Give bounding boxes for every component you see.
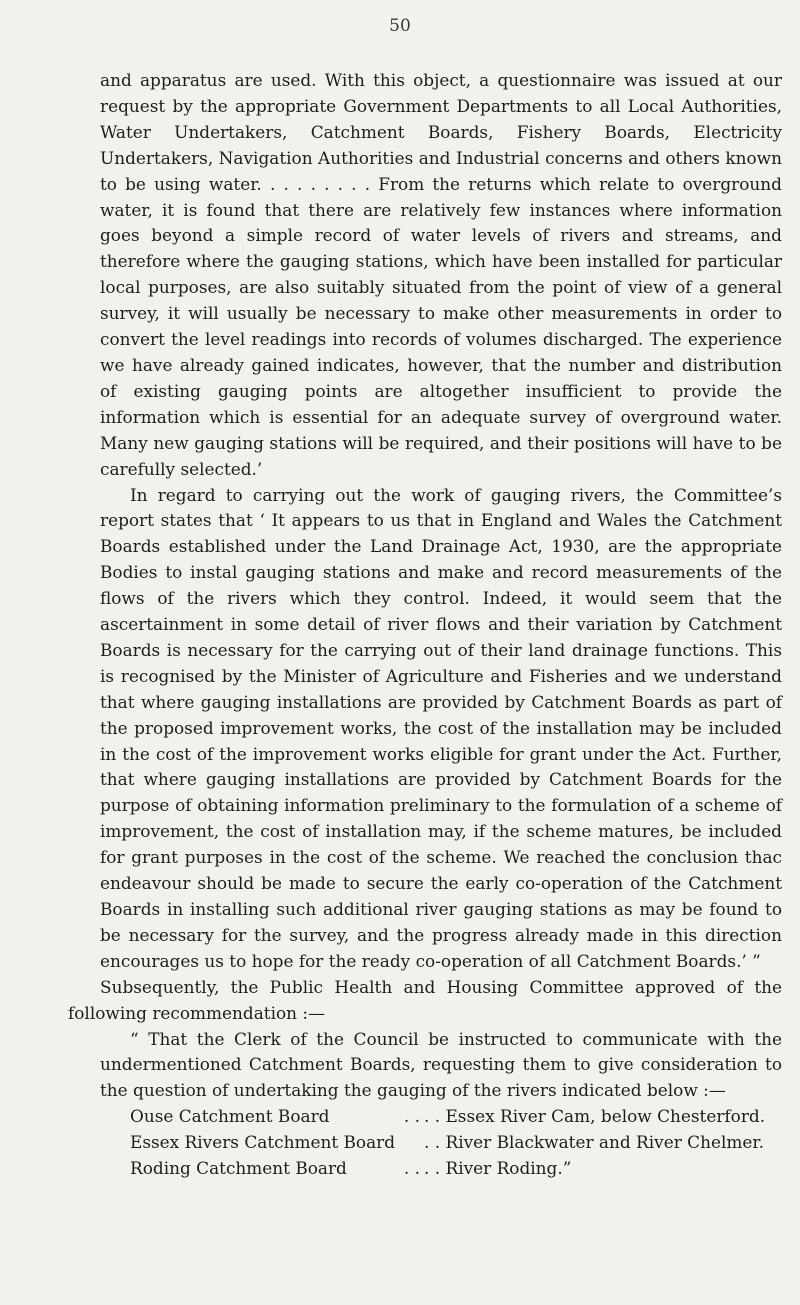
- board-name: Essex Rivers Catchment Board: [130, 1132, 396, 1153]
- board-river: . . Essex River Cam, below Chesterford.: [424, 1106, 766, 1127]
- list-item: [130, 1104, 782, 1130]
- paragraph-subsequently: Subsequently, the Public Health and Housing Committee approved of the following recommendation :—: [68, 976, 782, 1023]
- list-item: [130, 1156, 782, 1182]
- board-river: . . River Roding.”: [424, 1158, 572, 1179]
- board-name: Ouse Catchment Board: [130, 1106, 330, 1127]
- catchment-board-list: [100, 1104, 782, 1182]
- board-name-cell: [130, 1156, 424, 1182]
- dot-leader: . .: [403, 1106, 420, 1127]
- paragraph-continuation: and apparatus are used. With this object, a questionnaire was issued at our request by the appropriate Government Departments to all Local Authorities, Water Undertakers, Catchment Boards, Fishery Boards, Electricity Undertakers, Navigation Authorities and Industrial concerns and others known to be using water. . . . . . . . . From the returns which relate to overground water, it is found that there are relatively few instances where information goes beyond a simple record of water levels of rivers and streams, and therefore where the gauging stations, which have been installed for particular local purposes, are also suitably situated from the point of view of a general survey, it will usually be necessary to make other measurements in order to convert the level readings into records of volumes discharged. The experience we have already gained indicates, however, that the number and distribution of existing gauging points are altogether insufficient to provide the information which is essential for an adequate survey of overground water. Many new gauging stations will be required, and their positions will have to be carefully selected.’: [100, 70, 782, 479]
- paragraph-recommendation: “ That the Clerk of the Council be instructed to communicate with the undermentioned Catchment Boards, requesting them to give consideration to the question of undertaking the gauging of the rivers indicated below :—: [100, 1028, 782, 1101]
- dot-leader: [395, 1130, 424, 1156]
- page-number: 50: [389, 16, 411, 36]
- list-item: [130, 1130, 782, 1156]
- board-name-cell: [130, 1104, 424, 1130]
- document-body: [68, 68, 782, 1182]
- board-name: Roding Catchment Board: [130, 1158, 347, 1179]
- board-river: . . River Blackwater and River Chelmer.: [424, 1132, 764, 1153]
- board-name-cell: [130, 1130, 424, 1156]
- paragraph-gauging-rivers: In regard to carrying out the work of gauging rivers, the Committee’s report states that ‘ It appears to us that in England and Wales the Catchment Boards established under the Land Drainage Act, 1930, are the appropriate Bodies to instal gauging stations and make and record measurements of the flows of the rivers which they control. Indeed, it would seem that the ascertainment in some detail of river flows and their variation by Catchment Boards is necessary for the carrying out of their land drainage functions. This is recognised by the Minister of Agriculture and Fisheries and we understand that where gauging installations are provided by Catchment Boards as part of the proposed improvement works, the cost of the installation may be included in the cost of the improvement works eligible for grant under the Act. Further, that where gauging installations are provided by Catchment Boards for the purpose of obtaining information preliminary to the formulation of a scheme of improvement, the cost of installation may, if the scheme matures, be included for grant purposes in the cost of the scheme. We reached the conclusion thac endeavour should be made to secure the early co-operation of the Catchment Boards in installing such additional river gauging stations as may be found to be necessary for the survey, and the progress already made in this direction encourages us to hope for the ready co-operation of all Catchment Boards.’ ”: [100, 484, 782, 971]
- dot-leader: . .: [403, 1158, 420, 1179]
